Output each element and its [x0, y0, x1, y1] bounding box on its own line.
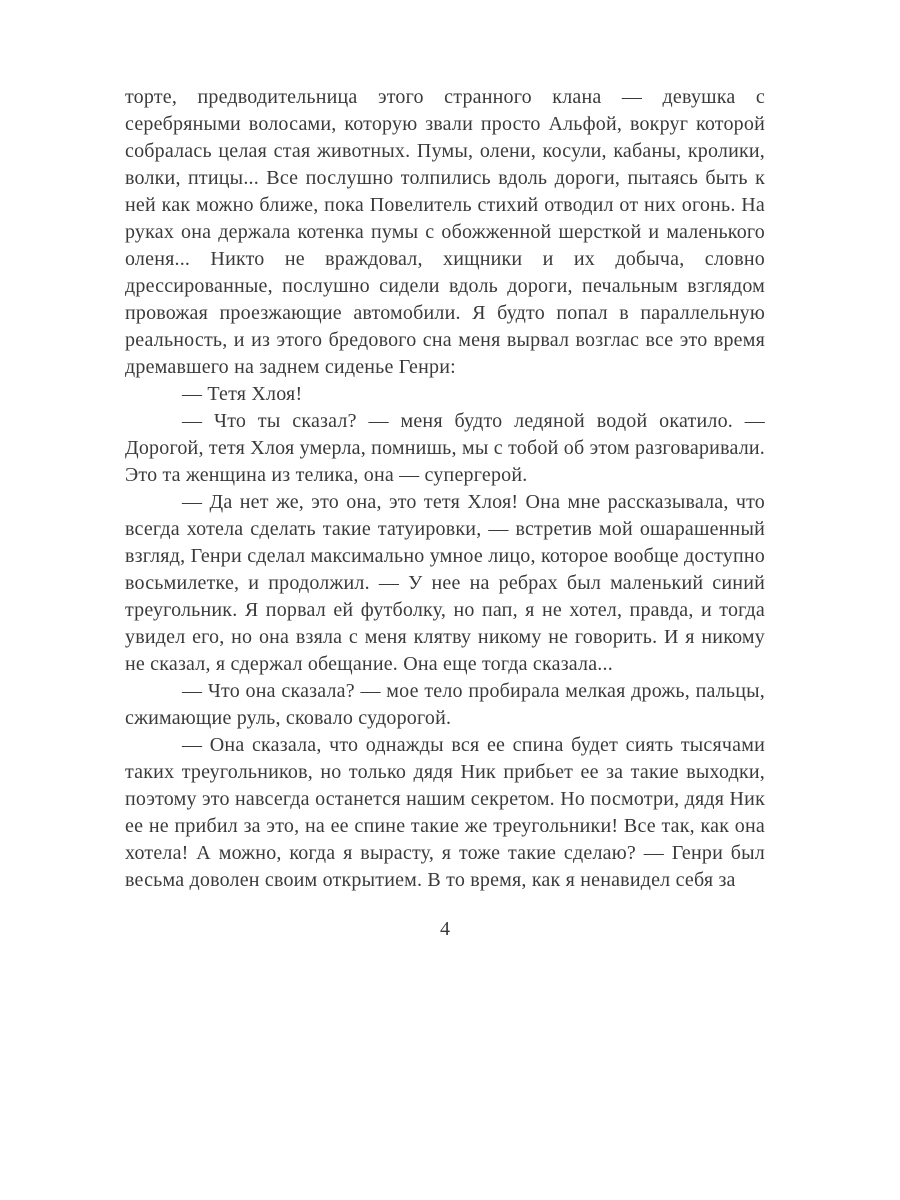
paragraph: торте, предводительница этого странного клана — девушка с серебряными волосами, которую звали просто Альфой, вокруг которой собралась целая стая животных. Пумы, олени, косули, кабаны, кролики, волки, птицы... Все послушно толпились вдоль дороги, пытаясь быть к ней как можно ближе, пока Повелитель стихий отводил от них огонь. На руках она держала котенка пумы с обожженной шерсткой и маленького оленя... Никто не враждовал, хищники и их добыча, словно дрессированные, послушно сидели вдоль дороги, печальным взглядом провожая проезжающие автомобили. Я будто попал в параллельную реальность, и из этого бредового сна меня вырвал возглас все это время дремавшего на заднем сиденье Генри: — [125, 86, 765, 378]
paragraph: — Тетя Хлоя! — [182, 383, 303, 405]
paragraph: — Она сказала, что однажды вся ее спина будет сиять тысячами таких треугольников, но только дядя Ник прибьет ее за такие выходки, поэтому это навсегда останется нашим секретом. Но посмотри, дядя Ник ее не прибил за это, на ее спине такие же треугольники! Все так, как она хотела! А можно, когда я вырасту, я тоже такие сделаю? — Генри был весьма доволен своим открытием. В то время, как я ненавидел себя за — [125, 734, 765, 891]
paragraph: — Что ты сказал? — меня будто ледяной водой окатило. — Дорогой, тетя Хлоя умерла, помнишь, мы с тобой об этом разговаривали. Это та женщина из телика, она — супергерой. — [125, 410, 765, 486]
paragraph: — Да нет же, это она, это тетя Хлоя! Она мне рассказывала, что всегда хотела сделать такие татуировки, — встретив мой ошарашенный взгляд, Генри сделал максимально умное лицо, которое вообще доступно восьмилетке, и продолжил. — У нее на ребрах был маленький синий треугольник. Я порвал ей футболку, но пап, я не хотел, правда, и тогда увидел его, но она взяла с меня клятву никому не говорить. И я никому не сказал, я сдержал обещание. Она еще тогда сказала... — [125, 491, 765, 675]
page-number: 4 — [440, 918, 450, 940]
paragraph: — Что она сказала? — мое тело пробирала мелкая дрожь, пальцы, сжимающие руль, сковало судорогой. — [125, 680, 765, 729]
page-text — [125, 0, 765, 894]
